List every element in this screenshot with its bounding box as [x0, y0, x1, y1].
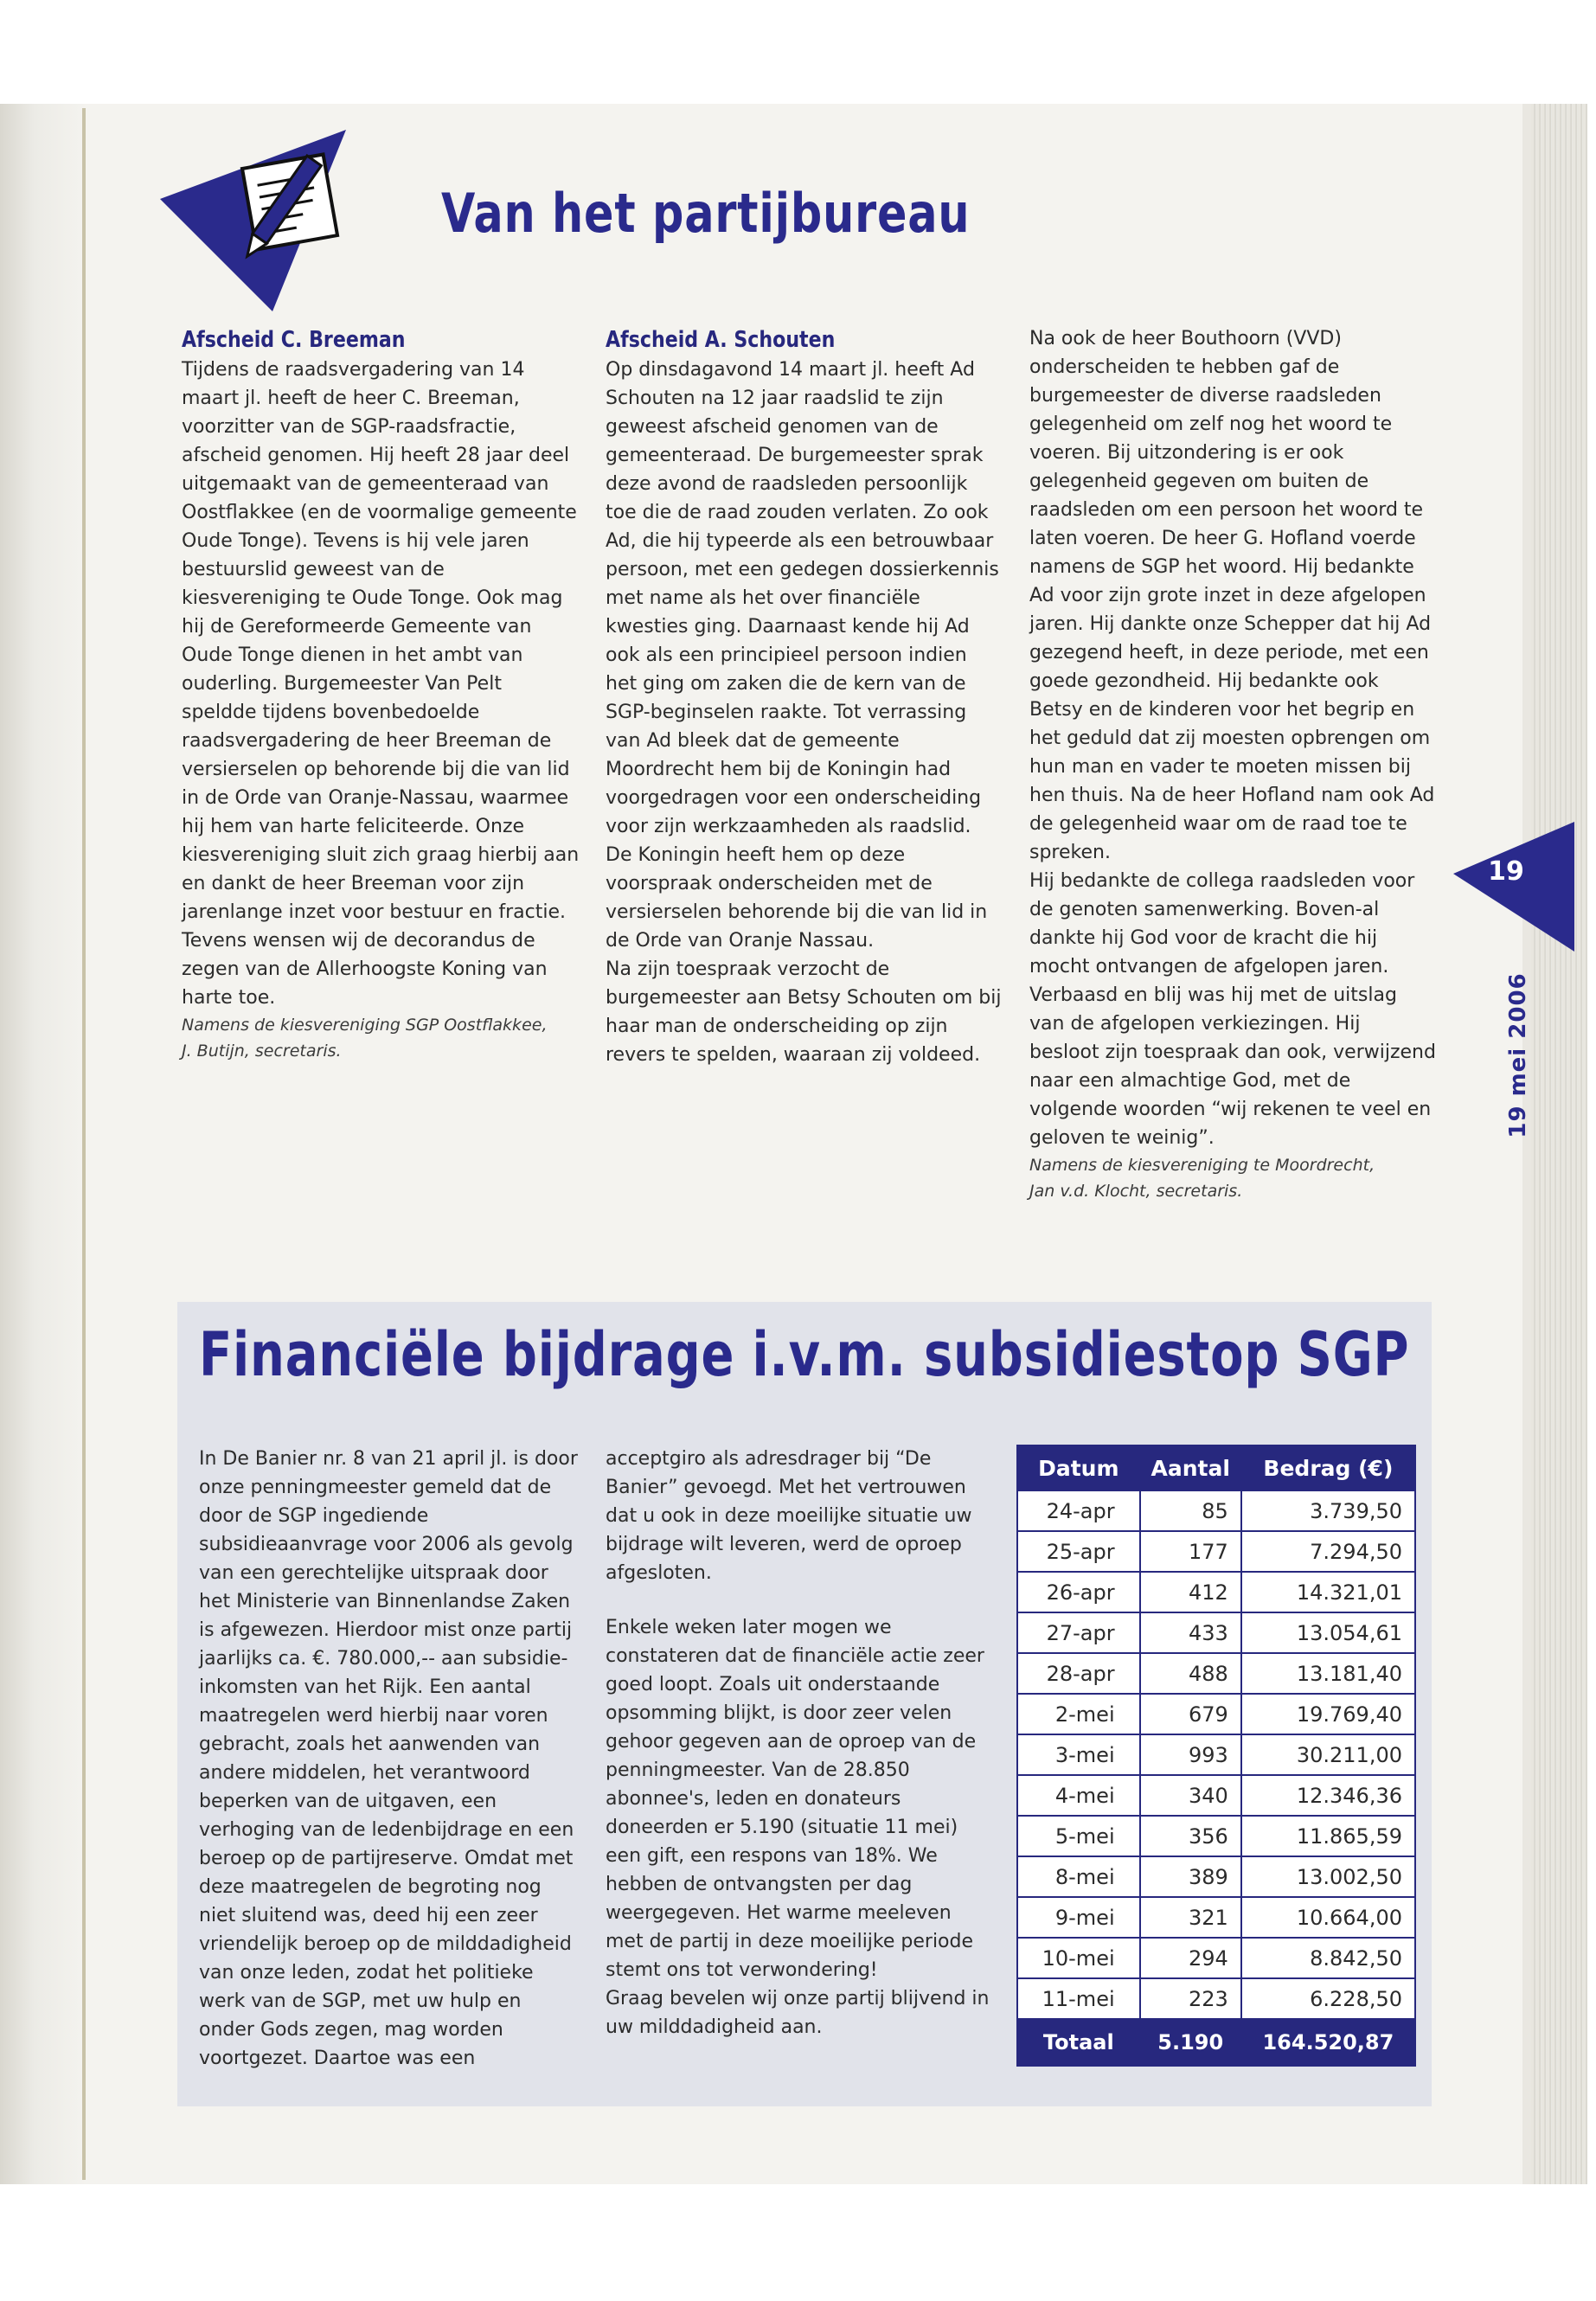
table-row [1017, 1531, 1415, 1572]
header-datum: Datum [1017, 1445, 1140, 1490]
book-pages-edge [1531, 104, 1587, 2184]
total-bedrag: 164.520,87 [1241, 2019, 1415, 2066]
financial-body: Enkele weken later mogen we constateren dat de financiële actie zeer goed loopt. Zoals uit onderstaande opsomming blijkt, is door zeer velen gehoor gegeven aan de oproep van de penningmeester. Van de 28.850 abonnee's, leden en donateurs doneerden er 5.190 (situatie 11 mei) een gift, een respons van 18%. We hebben de ontvangsten per dag weergegeven. Het warme meeleven met de partij in deze moeilijke periode stemt ons tot verwondering! [606, 1617, 984, 1981]
box-title: Financiële bijdrage i.v.m. subsidiestop SGP [199, 1319, 1410, 1390]
table-row [1017, 1978, 1415, 2019]
cell-aantal: 488 [1140, 1653, 1241, 1694]
donations-table [1016, 1445, 1416, 2067]
table-row [1017, 1612, 1415, 1653]
cell-datum: 2-mei [1017, 1694, 1140, 1734]
cell-datum: 26-apr [1017, 1572, 1140, 1612]
cell-aantal: 321 [1140, 1897, 1241, 1938]
section-title: Van het partijbureau [441, 182, 971, 245]
table-row [1017, 1897, 1415, 1938]
cell-bedrag: 13.054,61 [1241, 1612, 1415, 1653]
page-number-tab [1453, 822, 1574, 952]
cell-bedrag: 11.865,59 [1241, 1816, 1415, 1856]
cell-datum: 3-mei [1017, 1734, 1140, 1775]
article-schouten-part1 [606, 324, 1003, 1172]
cell-datum: 27-apr [1017, 1612, 1140, 1653]
table-row [1017, 1938, 1415, 1978]
cell-aantal: 294 [1140, 1938, 1241, 1978]
article-heading: Afscheid C. Breeman [182, 327, 406, 353]
table-row [1017, 1816, 1415, 1856]
cell-bedrag: 3.739,50 [1241, 1490, 1415, 1531]
cell-bedrag: 7.294,50 [1241, 1531, 1415, 1572]
table-row [1017, 1734, 1415, 1775]
cell-bedrag: 30.211,00 [1241, 1734, 1415, 1775]
signature-line: Namens de kiesvereniging te Moordrecht, [1029, 1156, 1375, 1175]
cell-bedrag: 14.321,01 [1241, 1572, 1415, 1612]
cell-datum: 24-apr [1017, 1490, 1140, 1531]
cell-aantal: 389 [1140, 1856, 1241, 1897]
cell-datum: 10-mei [1017, 1938, 1140, 1978]
issue-date [1501, 969, 1535, 1142]
cell-aantal: 356 [1140, 1816, 1241, 1856]
spine-line [82, 108, 86, 2180]
cell-datum: 9-mei [1017, 1897, 1140, 1938]
cell-aantal: 177 [1140, 1531, 1241, 1572]
article-body: Verbaasd en blij was hij met de uitslag van de afgelopen verkiezingen. Hij besloot zijn toespraak dan ook, verwijzend naar een almachtige God, met de volgende woorden “wij rekenen te veel en geloven te weinig”. [1029, 984, 1436, 1149]
cell-bedrag: 13.181,40 [1241, 1653, 1415, 1694]
header-aantal: Aantal [1140, 1445, 1241, 1490]
article-body: Na zijn toespraak verzocht de burgemeester aan Betsy Schouten om bij haar man de onderscheiding op zijn revers te spelden, waaraan zij voldeed. [606, 958, 1002, 1066]
cell-aantal: 340 [1140, 1775, 1241, 1816]
cell-bedrag: 13.002,50 [1241, 1856, 1415, 1897]
cell-bedrag: 12.346,36 [1241, 1775, 1415, 1816]
cell-datum: 4-mei [1017, 1775, 1140, 1816]
header-bedrag: Bedrag (€) [1241, 1445, 1415, 1490]
table-row [1017, 1775, 1415, 1816]
financial-body: In De Banier nr. 8 van 21 april jl. is door onze penningmeester gemeld dat de door de SGP ingediende subsidieaanvrage voor 2006 als gevolg van een gerechtelijke uitspraak door het Ministerie van Binnenlandse Zaken is afgewezen. Hierdoor mist onze partij jaarlijks ca. €. 780.000,-- aan subsidie-inkomsten van het Rijk. Een aantal maatregelen werd hierbij naar voren gebracht, zoals het aanwenden van andere middelen, het verantwoord beperken van de uitgaven, een verhoging van de ledenbijdrage en een beroep op de partijreserve. Omdat met deze maatregelen de begroting nog niet sluitend was, deed hij een zeer vriendelijk beroep op de milddadigheid van onze leden, zodat het politieke werk van de SGP, met uw hulp en onder Gods zegen, mag worden voortgezet. Daartoe was een [199, 1448, 578, 2069]
cell-aantal: 412 [1140, 1572, 1241, 1612]
total-aantal: 5.190 [1140, 2019, 1241, 2066]
financial-body: Graag bevelen wij onze partij blijvend in uw milddadigheid aan. [606, 1988, 990, 2038]
issue-date-text: 19 mei 2006 [1505, 972, 1531, 1138]
cell-datum: 25-apr [1017, 1531, 1140, 1572]
notes-pen-icon [160, 130, 368, 311]
total-label: Totaal [1017, 2019, 1140, 2066]
cell-aantal: 223 [1140, 1978, 1241, 2019]
cell-aantal: 679 [1140, 1694, 1241, 1734]
article-body: Na ook de heer Bouthoorn (VVD) onderscheiden te hebben gaf de burgemeester de diverse raadsleden gelegenheid om zelf nog het woord te voeren. Bij uitzondering is er ook gelegenheid gegeven om buiten de raadsleden om een persoon het woord te laten voeren. De heer G. Hofland voerde namens de SGP het woord. Hij bedankte Ad voor zijn grote inzet in deze afgelopen jaren. Hij dankte onze Schepper dat hij Ad gezegend heeft, in deze periode, met een goede gezondheid. Hij bedankte ook Betsy en de kinderen voor het begrip en het geduld dat zij moesten opbrengen om hun man en vader te moeten missen bij hen thuis. Na de heer Hofland nam ook Ad de gelegenheid waar om de raad toe te spreken. [1029, 328, 1435, 863]
table-header-row [1017, 1445, 1415, 1490]
cell-datum: 11-mei [1017, 1978, 1140, 2019]
table-row [1017, 1694, 1415, 1734]
article-breeman [182, 324, 580, 1064]
article-body: Tijdens de raadsvergadering van 14 maart jl. heeft de heer C. Breeman, voorzitter van de SGP-raadsfractie, afscheid genomen. Hij heeft 28 jaar deel uitgemaakt van de gemeenteraad van Oostflakkee (en de voormalige gemeente Oude Tonge). Tevens is hij vele jaren bestuurslid geweest van de kiesvereniging te Oude Tonge. Ook mag hij de Gereformeerde Gemeente van Oude Tonge dienen in het ambt van ouderling. Burgemeester Van Pelt speldde tijdens bovenbedoelde raadsvergadering de heer Breeman de versierselen op behorende bij die van lid in de Orde van Oranje-Nassau, waarmee hij hem van harte feliciteerde. Onze kiesvereniging sluit zich graag hierbij aan en dankt de heer Breeman voor zijn jarenlange inzet voor bestuur en fractie. Tevens wensen wij de decorandus de zegen van de Allerhoogste Koning van harte toe. [182, 359, 580, 1009]
article-schouten-part2 [1029, 324, 1436, 1204]
table-row [1017, 1856, 1415, 1897]
signature-line: J. Butijn, secretaris. [182, 1042, 342, 1061]
financial-col2 [606, 1445, 995, 2041]
cell-bedrag: 10.664,00 [1241, 1897, 1415, 1938]
cell-datum: 28-apr [1017, 1653, 1140, 1694]
cell-bedrag: 8.842,50 [1241, 1938, 1415, 1978]
table-row [1017, 1572, 1415, 1612]
signature-line: Jan v.d. Klocht, secretaris. [1029, 1182, 1243, 1201]
article-body: Op dinsdagavond 14 maart jl. heeft Ad Schouten na 12 jaar raadslid te zijn geweest afscheid genomen van de gemeenteraad. De burgemeester sprak deze avond de raadsleden persoonlijk toe die de raad zouden verlaten. Zo ook Ad, die hij typeerde als een betrouwbaar persoon, met een gedegen dossierkennis met name als het over financiële kwesties ging. Daarnaast kende hij Ad ook als een principieel persoon indien het ging om zaken die de kern van de SGP-beginselen raakte. Tot verrassing van Ad bleek dat de gemeente Moordrecht hem bij de Koningin had voorgedragen voor een onderscheiding voor zijn werkzaamheden als raadslid. [606, 359, 999, 837]
table-row [1017, 1490, 1415, 1531]
article-heading: Afscheid A. Schouten [606, 327, 836, 353]
cell-aantal: 993 [1140, 1734, 1241, 1775]
signature-line: Namens de kiesvereniging SGP Oostflakkee, [182, 1016, 548, 1035]
donations-table-wrap [1016, 1445, 1416, 2067]
spine-shadow [0, 104, 87, 2184]
article-body: De Koningin heeft hem op deze voorspraak onderscheiden met de versierselen behorende bij die van lid in de Orde van Oranje Nassau. [606, 844, 988, 952]
cell-datum: 8-mei [1017, 1856, 1140, 1897]
table-row [1017, 1653, 1415, 1694]
cell-bedrag: 19.769,40 [1241, 1694, 1415, 1734]
cell-aantal: 433 [1140, 1612, 1241, 1653]
table-total-row [1017, 2019, 1415, 2066]
cell-datum: 5-mei [1017, 1816, 1140, 1856]
cell-aantal: 85 [1140, 1490, 1241, 1531]
financial-body: acceptgiro als adresdrager bij “De Banier” gevoegd. Met het vertrouwen dat u ook in deze moeilijke situatie uw bijdrage wilt leveren, werd de oproep afgesloten. [606, 1448, 972, 1584]
article-body: Hij bedankte de collega raadsleden voor de genoten samenwerking. Boven-al dankte hij God voor de kracht die hij mocht ontvangen de afgelopen jaren. [1029, 870, 1415, 977]
financial-col1 [199, 1445, 580, 2073]
cell-bedrag: 6.228,50 [1241, 1978, 1415, 2019]
page-number: 19 [1488, 856, 1524, 887]
